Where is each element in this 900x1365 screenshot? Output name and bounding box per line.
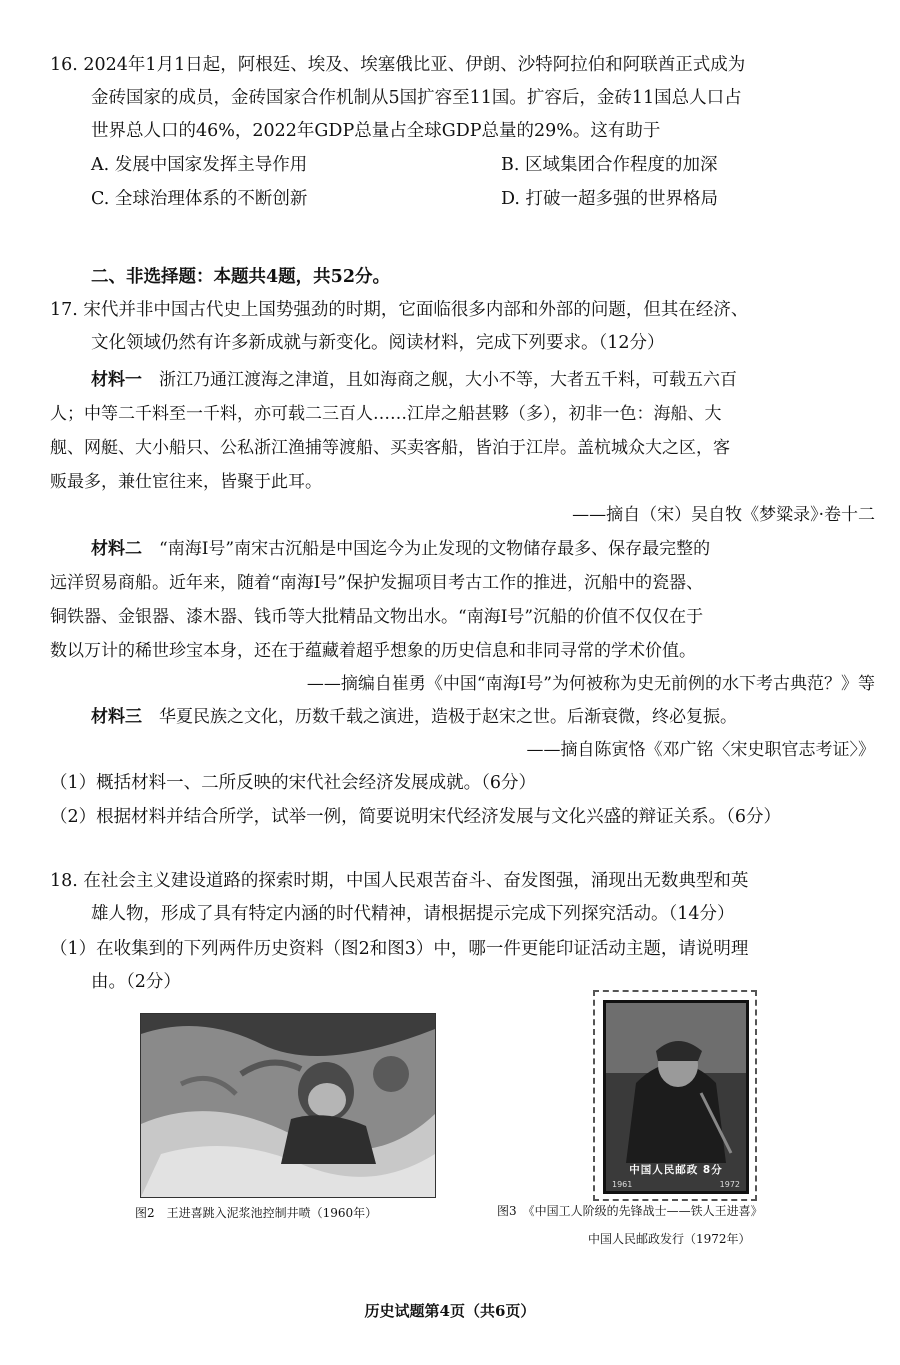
material-3-label: 材料三 xyxy=(91,707,142,727)
figure-3-caption-line-1: 图3 《中国工人阶级的先锋战士——铁人王进喜》 xyxy=(497,1204,763,1218)
material-1-source: ——摘自（宋）吴自牧《梦粱录》·卷十二 xyxy=(572,505,875,525)
material-2-line-2: 远洋贸易商船。近年来，随着“南海Ⅰ号”保护发掘项目考古工作的推进，沉船中的瓷器、 xyxy=(50,573,704,593)
material-1-label: 材料一 xyxy=(91,370,142,390)
material-1-line-3: 舰、网艇、大小船只、公私浙江渔捕等渡船、买卖客船，皆泊于江岸。盖杭城众大之区，客 xyxy=(50,438,730,458)
q16-option-c: C. 全球治理体系的不断创新 xyxy=(91,189,308,209)
figure-3-caption-line-2: 中国人民邮政发行（1972年） xyxy=(588,1232,751,1246)
stamp-year-right: 1972 xyxy=(719,1180,740,1189)
material-1-line-1: 浙江乃通江渡海之津道，且如海商之舰，大小不等，大者五千料，可载五六百 xyxy=(159,370,737,390)
material-2-label: 材料二 xyxy=(91,539,142,559)
page-footer: 历史试题第4页（共6页） xyxy=(364,1302,536,1320)
q18-sub-question-1-line-2: 由。（2分） xyxy=(91,972,181,992)
figure-2-photo xyxy=(140,1013,436,1198)
material-1-line-2: 人；中等二千料至一千料，亦可载二三百人……江岸之船甚夥（多），初非一色：海船、大 xyxy=(50,404,722,424)
material-3-text: 华夏民族之文化，历数千载之演进，造极于赵宋之世。后渐衰微，终必复振。 xyxy=(159,707,737,727)
q16-option-a: A. 发展中国家发挥主导作用 xyxy=(91,155,308,175)
figure-2-photo-art xyxy=(141,1014,435,1197)
q18-intro-line-1: 18. 在社会主义建设道路的探索时期，中国人民艰苦奋斗、奋发图强，涌现出无数典型和英 xyxy=(50,871,749,891)
stamp-image xyxy=(603,1000,749,1194)
material-2-line-3: 铜铁器、金银器、漆木器、钱币等大批精品文物出水。“南海Ⅰ号”沉船的价值不仅仅在于 xyxy=(50,607,704,627)
material-1-line-4: 贩最多，兼仕宦往来，皆聚于此耳。 xyxy=(50,472,322,492)
q16-line-3: 世界总人口的46%，2022年GDP总量占全球GDP总量的29%。这有助于 xyxy=(91,121,661,141)
q17-sub-question-1: （1）概括材料一、二所反映的宋代社会经济发展成就。（6分） xyxy=(50,773,537,793)
q17-intro-line-2: 文化领域仍然有许多新成就与新变化。阅读材料，完成下列要求。（12分） xyxy=(91,333,665,353)
stamp-year-left: 1961 xyxy=(612,1180,633,1189)
q18-sub-question-1-line-1: （1）在收集到的下列两件历史资料（图2和图3）中，哪一件更能印证活动主题，请说明理 xyxy=(50,939,749,959)
material-2-line-1-wrap xyxy=(91,537,710,561)
material-2-line-4: 数以万计的稀世珍宝本身，还在于蕴藏着超乎想象的历史信息和非同寻常的学术价值。 xyxy=(50,641,696,661)
q16-line-1: 16. 2024年1月1日起，阿根廷、埃及、埃塞俄比亚、伊朗、沙特阿拉伯和阿联酋正式成为 xyxy=(50,55,746,75)
q18-intro-line-2: 雄人物，形成了具有特定内涵的时代精神，请根据提示完成下列探究活动。（14分） xyxy=(91,904,735,924)
q16-option-b: B. 区域集团合作程度的加深 xyxy=(501,155,718,175)
figure-3-stamp xyxy=(593,990,757,1201)
q17-sub-question-2: （2）根据材料并结合所学，试举一例，简要说明宋代经济发展与文化兴盛的辩证关系。（6分） xyxy=(50,807,782,827)
figure-2-caption: 图2 王进喜跳入泥浆池控制井喷（1960年） xyxy=(135,1206,378,1220)
material-3-wrap xyxy=(91,705,737,729)
material-2-line-1: “南海Ⅰ号”南宋古沉船是中国迄今为止发现的文物储存最多、保存最完整的 xyxy=(159,539,711,559)
material-1-line-1-wrap xyxy=(91,368,737,392)
section-2-heading: 二、非选择题：本题共4题，共52分。 xyxy=(91,267,391,287)
stamp-label: 中国人民邮政 8分 xyxy=(629,1164,723,1176)
q17-intro-line-1: 17. 宋代并非中国古代史上国势强劲的时期，它面临很多内部和外部的问题，但其在经济、 xyxy=(50,300,749,320)
material-3-source: ——摘自陈寅恪《邓广铭〈宋史职官志考证〉》 xyxy=(526,740,875,760)
material-2-source: ——摘编自崔勇《中国“南海Ⅰ号”为何被称为史无前例的水下考古典范？》等 xyxy=(306,674,875,694)
q16-option-d: D. 打破一超多强的世界格局 xyxy=(501,189,719,209)
q16-line-2: 金砖国家的成员，金砖国家合作机制从5国扩容至11国。扩容后，金砖11国总人口占 xyxy=(91,88,742,108)
